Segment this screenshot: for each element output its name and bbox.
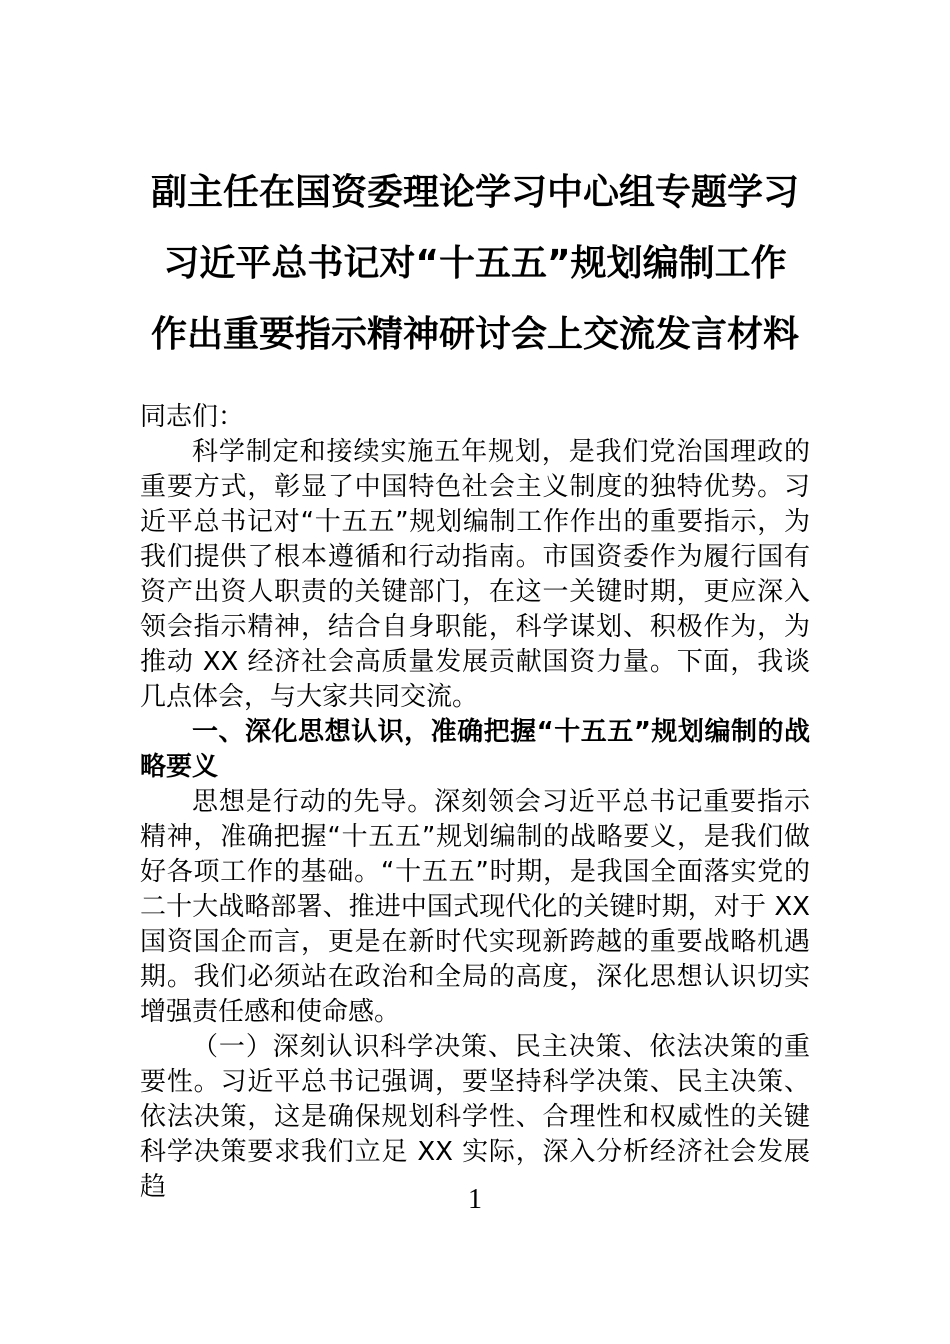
title-line-1: 副主任在国资委理论学习中心组专题学习 — [150, 172, 799, 213]
document-title — [125, 0, 825, 370]
paragraph-one: 思想是行动的先导。深刻领会习近平总书记重要指示精神，准确把握“十五五”规划编制的战略要义，是我们做好各项工作的基础。“十五五”时期，是我国全面落实党的二十大战略部署、推进中国式现代化的关键时期，对于 XX 国资国企而言，更是在新时代实现新跨越的重要战略机遇期。我们必须站在政治和全局的高度，深化思想认识切实增强责任感和使命感。 — [140, 787, 810, 1027]
section-heading-one: 一、深化思想认识，准确把握“十五五”规划编制的战略要义 — [140, 717, 810, 782]
paragraph-intro: 科学制定和接续实施五年规划，是我们党治国理政的重要方式，彰显了中国特色社会主义制度的独特优势。习近平总书记对“十五五”规划编制工作作出的重要指示，为我们提供了根本遵循和行动指南。市国资委作为履行国有资产出资人职责的关键部门，在这一关键时期，更应深入领会指示精神，结合自身职能，科学谋划、积极作为，为推动 XX 经济社会高质量发展贡献国资力量。下面，我谈几点体会，与大家共同交流。 — [140, 437, 810, 712]
title-line-3: 作出重要指示精神研讨会上交流发言材料 — [150, 314, 799, 355]
page-number: 1 — [468, 1184, 482, 1215]
paragraph-point-one: （一）深刻认识科学决策、民主决策、依法决策的重要性。习近平总书记强调，要坚持科学决策、民主决策、依法决策，这是确保规划科学性、合理性和权威性的关键科学决策要求我们立足 XX 实际，深入分析经济社会发展趋 — [140, 1032, 810, 1202]
document-body — [140, 400, 810, 1205]
title-line-2: 习近平总书记对“十五五”规划编制工作 — [163, 243, 787, 284]
salutation: 同志们： — [140, 402, 245, 432]
